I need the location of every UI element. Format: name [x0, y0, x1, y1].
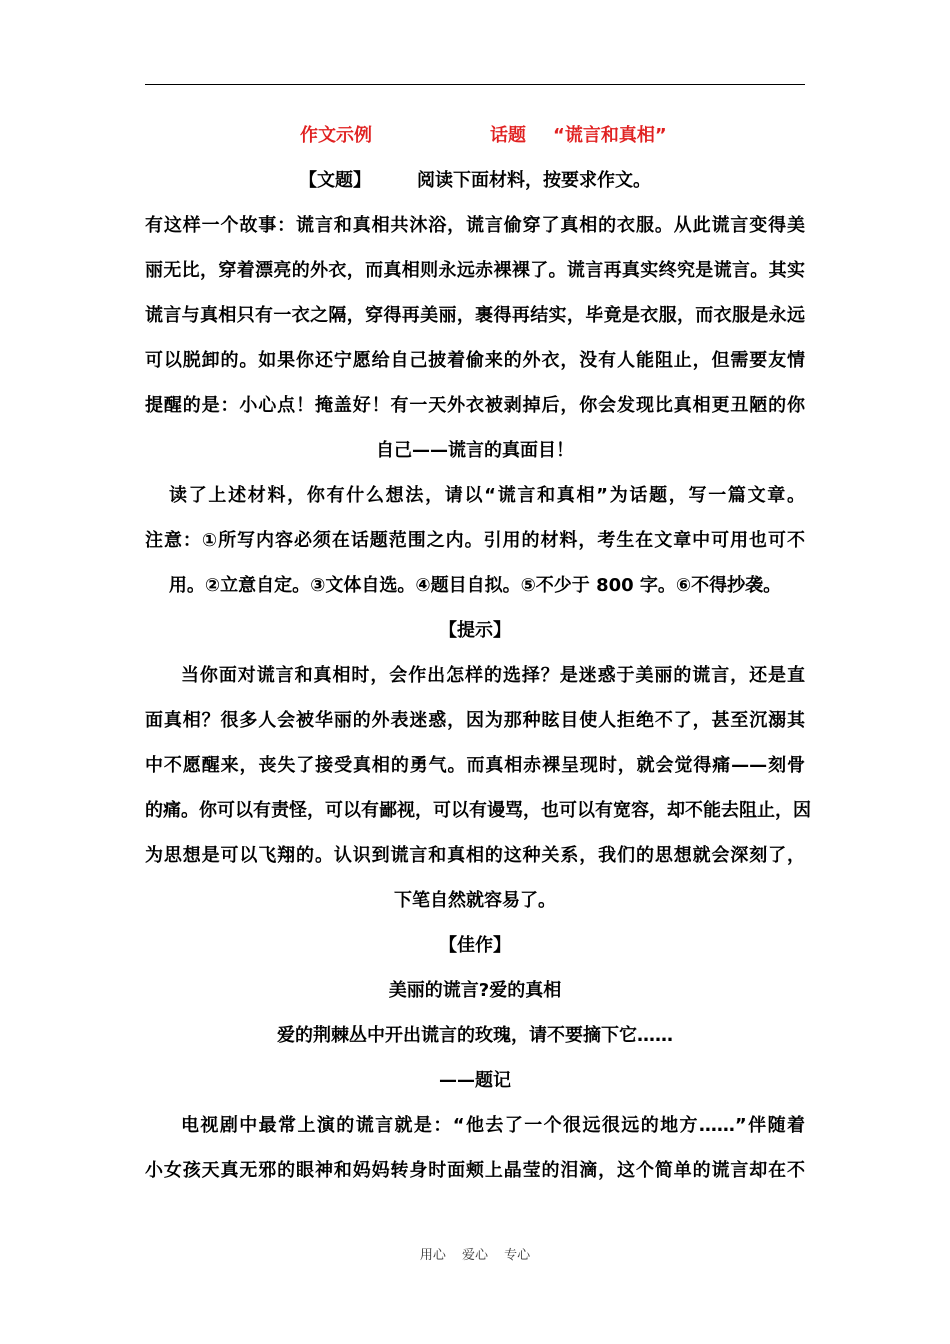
hint-line: 面真相？很多人会被华丽的外表迷惑，因为那种眩目使人拒绝不了，甚至沉溺其 [145, 710, 805, 731]
task-instruction: 阅读下面材料，按要求作文。 [417, 170, 651, 191]
essay-heading: 【佳作】 [439, 935, 511, 956]
task-line: 提醒的是：小心点！掩盖好！有一天外衣被剥掉后，你会发现比真相更丑陋的你 [145, 395, 805, 416]
task-notes: 注意：①所写内容必须在话题范围之内。引用的材料，考生在文章中可用也可不 [145, 530, 805, 551]
hint-heading: 【提示】 [439, 620, 511, 641]
hint-line: 为思想是可以飞翔的。认识到谎言和真相的这种关系，我们的思想就会深刻了， [145, 845, 805, 866]
task-line: 丽无比，穿着漂亮的外衣，而真相则永远赤裸裸了。谎言再真实终究是谎言。其实 [145, 260, 805, 281]
header-rule [145, 84, 805, 85]
hint-last-line: 下笔自然就容易了。 [394, 890, 556, 911]
task-line: 谎言与真相只有一衣之隔，穿得再美丽，裹得再结实，毕竟是衣服，而衣服是永远 [145, 305, 805, 326]
task-heading-line [145, 158, 805, 203]
essay-line: 电视剧中最常上演的谎言就是：“他去了一个很远很远的地方……”伴随着 [181, 1115, 805, 1136]
task-line: 可以脱卸的。如果你还宁愿给自己披着偷来的外衣，没有人能阻止，但需要友情 [145, 350, 805, 371]
title-mid: 话题 [490, 125, 526, 146]
footer-text: 专心 [504, 1248, 531, 1263]
document-body [145, 113, 811, 1193]
task-line: 有这样一个故事：谎言和真相共沐浴，谎言偷穿了真相的衣服。从此谎言变得美 [145, 215, 805, 236]
title-right: “谎言和真相” [553, 125, 667, 146]
title-left: 作文示例 [300, 125, 372, 146]
task-prompt: 读了上述材料，你有什么想法，请以“谎言和真相”为话题，写一篇文章。 [169, 485, 805, 506]
task-heading: 【文题】 [299, 170, 371, 191]
hint-line: 当你面对谎言和真相时，会作出怎样的选择？是迷惑于美丽的谎言，还是直 [181, 665, 805, 686]
footer-text: 用心 [419, 1248, 446, 1263]
essay-epigraph-source: ——题记 [439, 1070, 511, 1091]
essay-title: 美丽的谎言?爱的真相 [388, 980, 562, 1001]
task-last-line: 自己——谎言的真面目！ [376, 440, 574, 461]
page-footer [0, 1244, 950, 1263]
document-title [145, 113, 805, 158]
essay-epigraph: 爱的荆棘丛中开出谎言的玫瑰，请不要摘下它…… [277, 1025, 673, 1046]
hint-line: 中不愿醒来，丧失了接受真相的勇气。而真相赤裸呈现时，就会觉得痛——刻骨 [145, 755, 805, 776]
footer-text: 爱心 [461, 1248, 488, 1263]
essay-line: 小女孩天真无邪的眼神和妈妈转身时面颊上晶莹的泪滴，这个简单的谎言却在不 [145, 1160, 805, 1181]
task-notes: 用。②立意自定。③文体自选。④题目自拟。⑤不少于 800 字。⑥不得抄袭。 [168, 575, 782, 596]
hint-line: 的痛。你可以有责怪，可以有鄙视，可以有谩骂，也可以有宽容，却不能去阻止，因 [145, 800, 811, 821]
